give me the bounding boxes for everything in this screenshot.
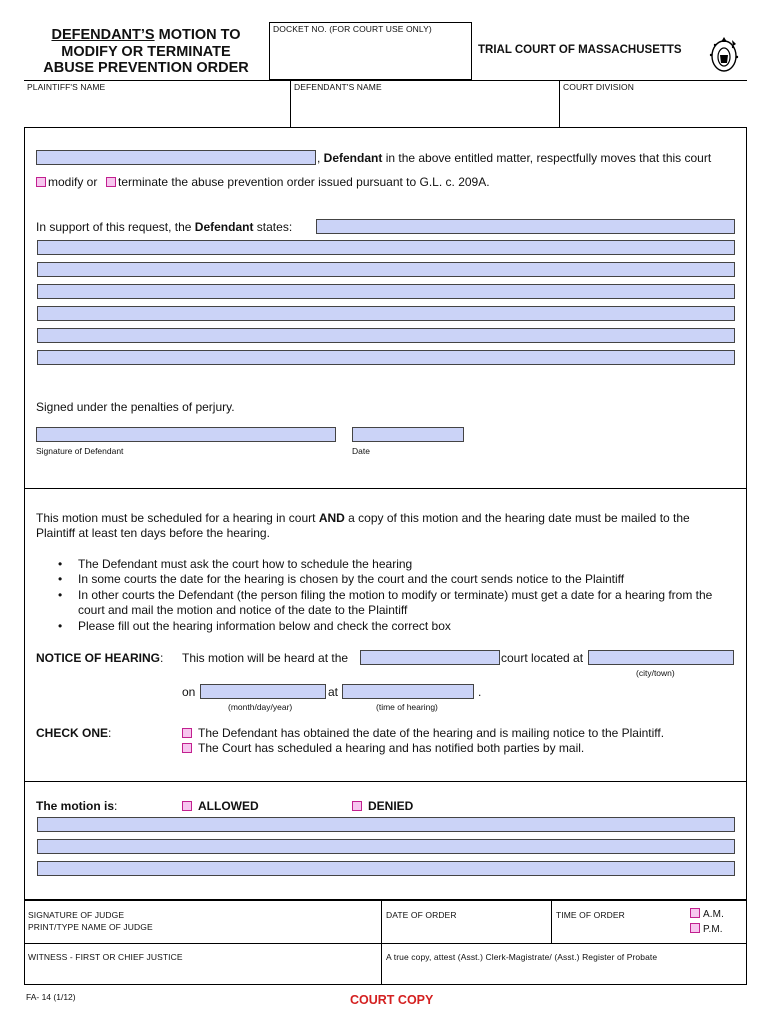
hearing-intro-line1: This motion must be scheduled for a hearing in court AND a copy of this motion and the hearing date must be mailed to the — [36, 511, 690, 525]
time-of-order-label: TIME OF ORDER — [556, 910, 625, 920]
attest-label: A true copy, attest (Asst.) Clerk-Magistrate/ (Asst.) Register of Probate — [386, 952, 658, 962]
form-title — [24, 27, 268, 77]
support-label: In support of this request, the Defendant states: — [36, 220, 293, 234]
hearing-instructions — [58, 557, 738, 634]
court-located-label: court located at — [501, 651, 584, 665]
signature-field[interactable] — [36, 427, 336, 442]
court-scheduled-label: The Court has scheduled a hearing and has notified both parties by mail. — [198, 741, 585, 755]
motion-line1: , Defendant in the above entitled matter, respectfully moves that this court — [317, 151, 712, 165]
form-code: FA- 14 (1/12) — [26, 992, 76, 1002]
date-label: Date — [352, 446, 370, 456]
plaintiff-label: PLAINTIFF'S NAME — [27, 82, 106, 92]
court-name: TRIAL COURT OF MASSACHUSETTS — [478, 44, 682, 56]
check-one-label: CHECK ONE: — [36, 726, 112, 740]
support-line-3[interactable] — [37, 262, 735, 277]
hearing-intro-line2: Plaintiff at least ten days before the hearing. — [36, 526, 270, 540]
section-rule — [24, 781, 747, 782]
motion-is-label: The motion is: — [36, 799, 118, 813]
pm-checkbox[interactable] — [690, 923, 700, 933]
city-town-field[interactable] — [588, 650, 734, 665]
support-line-7[interactable] — [37, 350, 735, 365]
list-item: • In other courts the Defendant (the person filing the motion to modify or terminate) must get a date for a hearing from the court and mail the motion and notice of the date to the Plaintiff — [58, 588, 738, 619]
hearing-time-field[interactable] — [342, 684, 474, 699]
support-line-1[interactable] — [316, 219, 735, 234]
am-label: A.M. — [703, 909, 724, 920]
title-line2: MODIFY OR TERMINATE — [61, 43, 231, 60]
notice-of-hearing-label: NOTICE OF HEARING: — [36, 651, 164, 665]
list-item: • In some courts the date for the hearing is chosen by the court and the court sends notice to the Plaintiff — [58, 572, 738, 587]
denied-checkbox[interactable] — [352, 801, 362, 811]
decision-line-3[interactable] — [37, 861, 735, 876]
title-line1-rest: MOTION TO — [158, 27, 241, 43]
period: . — [478, 685, 482, 699]
section-rule — [24, 488, 747, 489]
city-town-hint: (city/town) — [636, 668, 675, 678]
print-name-judge-label: PRINT/TYPE NAME OF JUDGE — [28, 922, 153, 932]
court-scheduled-checkbox[interactable] — [182, 743, 192, 753]
list-item: • Please fill out the hearing information below and check the correct box — [58, 619, 738, 634]
allowed-label: ALLOWED — [198, 799, 259, 813]
am-checkbox[interactable] — [690, 908, 700, 918]
pm-label: P.M. — [703, 924, 723, 935]
time-hint: (time of hearing) — [376, 702, 438, 712]
modify-checkbox[interactable] — [36, 177, 46, 187]
divider — [290, 80, 291, 127]
court-division-label: COURT DIVISION — [563, 82, 634, 92]
decision-line-2[interactable] — [37, 839, 735, 854]
at-label: at — [328, 685, 339, 699]
witness-label: WITNESS - FIRST OR CHIEF JUSTICE — [28, 952, 183, 962]
title-defendants: DEFENDANT’S — [51, 27, 155, 43]
list-item: • The Defendant must ask the court how to schedule the hearing — [58, 557, 738, 572]
defendant-obtained-label: The Defendant has obtained the date of the hearing and is mailing notice to the Plaintiff. — [198, 726, 665, 740]
court-copy-label: COURT COPY — [350, 993, 434, 1007]
signature-judge-label: SIGNATURE OF JUDGE — [28, 910, 125, 920]
date-field[interactable] — [352, 427, 464, 442]
heard-at-label: This motion will be heard at the — [182, 651, 349, 665]
denied-label: DENIED — [368, 799, 414, 813]
signature-label: Signature of Defendant — [36, 446, 124, 456]
header-rule — [24, 80, 747, 81]
support-line-2[interactable] — [37, 240, 735, 255]
title-line3: ABUSE PREVENTION ORDER — [43, 60, 249, 76]
divider — [559, 80, 560, 127]
divider — [551, 900, 552, 943]
docket-label: DOCKET NO. (FOR COURT USE ONLY) — [273, 24, 432, 34]
support-line-4[interactable] — [37, 284, 735, 299]
massachusetts-seal-icon — [706, 35, 742, 75]
terminate-label: terminate the abuse prevention order issued pursuant to G.L. c. 209A. — [118, 175, 490, 189]
defendant-name-field[interactable] — [36, 150, 316, 165]
decision-line-1[interactable] — [37, 817, 735, 832]
allowed-checkbox[interactable] — [182, 801, 192, 811]
divider — [24, 943, 747, 944]
on-label: on — [182, 685, 196, 699]
modify-label: modify or — [48, 175, 98, 189]
date-hint: (month/day/year) — [228, 702, 293, 712]
support-line-5[interactable] — [37, 306, 735, 321]
terminate-checkbox[interactable] — [106, 177, 116, 187]
date-of-order-label: DATE OF ORDER — [386, 910, 457, 920]
defendant-obtained-checkbox[interactable] — [182, 728, 192, 738]
court-name-field[interactable] — [360, 650, 500, 665]
support-line-6[interactable] — [37, 328, 735, 343]
signed-text: Signed under the penalties of perjury. — [36, 400, 235, 414]
hearing-date-field[interactable] — [200, 684, 326, 699]
defendant-name-label: DEFENDANT'S NAME — [294, 82, 382, 92]
